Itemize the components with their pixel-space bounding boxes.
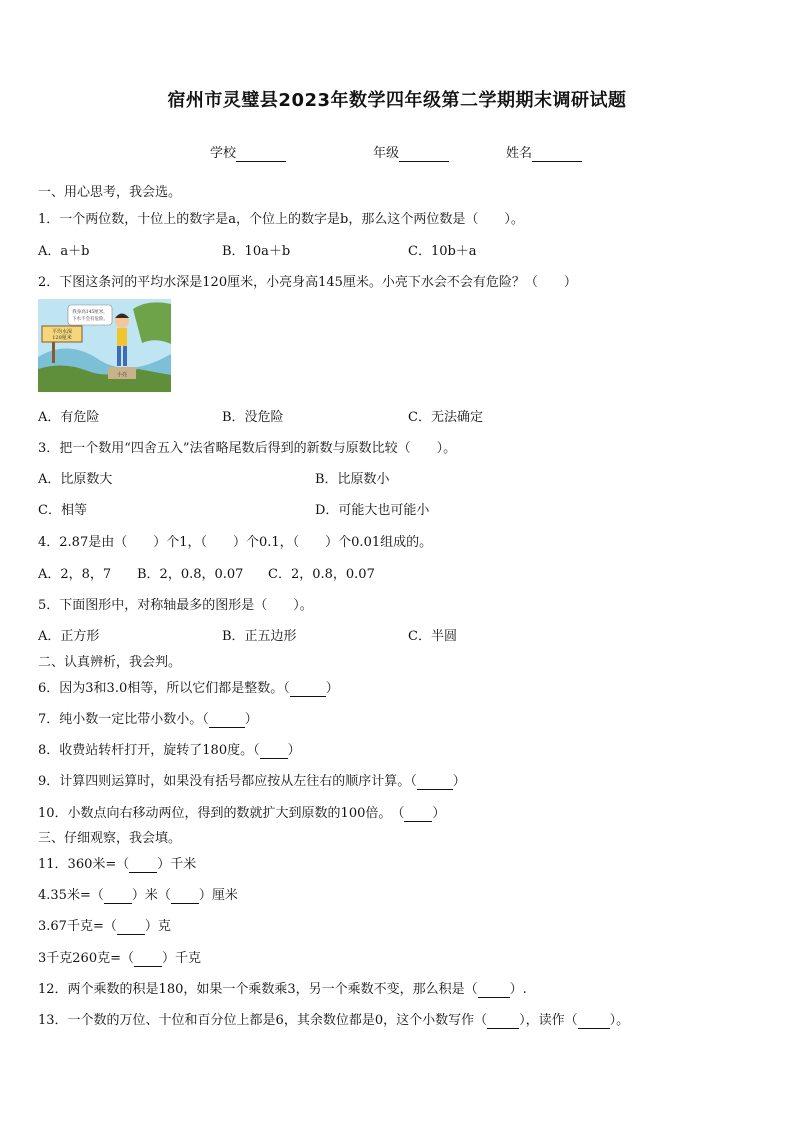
q11-l1-blank[interactable]: [129, 857, 157, 873]
q3-option-b[interactable]: B．比原数小: [315, 472, 390, 487]
q1-option-b[interactable]: B．10a＋b: [222, 244, 291, 259]
svg-text:120厘米: 120厘米: [52, 335, 72, 341]
q4-option-a[interactable]: A．2，8，7: [38, 567, 112, 582]
question-7: 7．纯小数一定比带小数小。（ ）: [38, 712, 258, 727]
q10-answer-blank[interactable]: [404, 806, 432, 822]
name-label: 姓名: [506, 146, 533, 161]
q10-text: 10．小数点向右移动两位，得到的数就扩大到原数的100倍。: [38, 806, 385, 821]
svg-text:平均水深: 平均水深: [51, 329, 73, 335]
q13-text-c: ）。: [609, 1013, 630, 1028]
q2-option-b[interactable]: B．没危险: [222, 410, 284, 425]
question-10: 10．小数点向右移动两位，得到的数就扩大到原数的100倍。 （ ）: [38, 806, 446, 821]
q11-l1-text-b: ）千米: [157, 857, 197, 872]
question-11-line-1: [38, 853, 196, 873]
q11-l3-text-b: ）克: [144, 919, 171, 934]
page-title: 宿州市灵璧县2023年数学四年级第二学期期末调研试题: [167, 90, 627, 111]
question-6: 6．因为3和3.0相等，所以它们都是整数。（ ）: [38, 681, 339, 696]
question-11-line-2: [38, 884, 238, 904]
name-field[interactable]: [506, 142, 582, 162]
q13-text-a: 13．一个数的万位、十位和百分位上都是6，其余数位都是0，这个小数写作（: [38, 1013, 488, 1028]
q12-blank[interactable]: [478, 982, 510, 998]
q1-option-a[interactable]: A．a＋b: [38, 244, 90, 259]
q4-option-c[interactable]: C．2，0.8，0.07: [268, 567, 375, 582]
q9-answer-blank[interactable]: [417, 774, 453, 790]
q13-text-b: ），读作（: [519, 1013, 578, 1028]
question-2: 2．下图这条河的平均水深是120厘米，小亮身高145厘米。小亮下水会不会有危险？（ ）: [38, 275, 577, 290]
q11-l4-text-a: 3千克260克=（: [38, 951, 134, 966]
question-4: 4．2.87是由（ ）个1，（ ）个0.1，（ ）个0.01组成的。: [38, 535, 433, 550]
q11-l4-text-b: ）千克: [161, 951, 201, 966]
q4-option-b[interactable]: B．2，0.8，0.07: [137, 567, 244, 582]
q7-text: 7．纯小数一定比带小数小。: [38, 712, 203, 727]
q3-option-d[interactable]: D．可能大也可能小: [315, 503, 430, 518]
question-3: 3．把一个数用“四舍五入”法省略尾数后得到的新数与原数比较（ ）。: [38, 441, 457, 456]
question-13: [38, 1009, 629, 1029]
river-illustration: [38, 299, 171, 392]
section-heading-2: 二、认真辨析，我会判。: [38, 655, 182, 670]
question-1: 1．一个两位数，十位上的数字是a，个位上的数字是b，那么这个两位数是（ ）。: [38, 212, 524, 227]
q8-text: 8．收费站转杆打开，旋转了180度。: [38, 743, 254, 758]
q3-option-a[interactable]: A．比原数大: [38, 472, 113, 487]
school-field[interactable]: [210, 142, 286, 162]
q11-l2-text-c: ）厘米: [198, 888, 238, 903]
question-12: [38, 978, 527, 998]
svg-text:我身高145厘米，: 我身高145厘米，: [72, 310, 108, 315]
q8-answer-blank[interactable]: [260, 743, 288, 759]
q5-option-c[interactable]: C．半圆: [408, 629, 457, 644]
q5-option-b[interactable]: B．正五边形: [222, 629, 297, 644]
q6-text: 6．因为3和3.0相等，所以它们都是整数。: [38, 681, 284, 696]
q12-text-b: ）.: [509, 982, 527, 997]
section-heading-3: 三、仔细观察，我会填。: [38, 831, 182, 846]
question-11-line-3: [38, 915, 171, 935]
svg-text:下水不会有危险。: 下水不会有危险。: [72, 317, 108, 322]
q11-l3-text-a: 3.67千克=（: [38, 919, 117, 934]
grade-label: 年级: [373, 146, 400, 161]
q11-l2-blank-2[interactable]: [171, 888, 199, 904]
q2-option-a[interactable]: A．有危险: [38, 410, 100, 425]
question-5: 5．下面图形中，对称轴最多的图形是（ ）。: [38, 598, 313, 613]
q13-blank-1[interactable]: [487, 1013, 519, 1029]
q5-option-a[interactable]: A．正方形: [38, 629, 100, 644]
q12-text-a: 12．两个乘数的积是180，如果一个乘数乘3，另一个乘数不变，那么积是（: [38, 982, 478, 997]
grade-field[interactable]: [373, 142, 449, 162]
section-heading-1: 一、用心思考，我会选。: [38, 185, 182, 200]
q11-l1-text-a: 11．360米=（: [38, 857, 130, 872]
q11-l2-text-b: ）米（: [131, 888, 171, 903]
question-11-line-4: [38, 947, 201, 967]
q1-option-c[interactable]: C．10b＋a: [408, 244, 477, 259]
svg-text:小亮: 小亮: [116, 372, 128, 378]
question-8: 8．收费站转杆打开，旋转了180度。（ ）: [38, 743, 301, 758]
q13-blank-2[interactable]: [578, 1013, 610, 1029]
q7-answer-blank[interactable]: [209, 712, 245, 728]
q11-l4-blank[interactable]: [134, 951, 162, 967]
q9-text: 9．计算四则运算时，如果没有括号都应按从左往右的顺序计算。: [38, 774, 411, 789]
q11-l2-blank-1[interactable]: [104, 888, 132, 904]
q6-answer-blank[interactable]: [290, 681, 326, 697]
q3-option-c[interactable]: C．相等: [38, 503, 87, 518]
school-label: 学校: [210, 146, 237, 161]
q11-l2-text-a: 4.35米=（: [38, 888, 104, 903]
q11-l3-blank[interactable]: [117, 919, 145, 935]
question-9: 9．计算四则运算时，如果没有括号都应按从左往右的顺序计算。（ ）: [38, 774, 466, 789]
q2-option-c[interactable]: C．无法确定: [408, 410, 483, 425]
